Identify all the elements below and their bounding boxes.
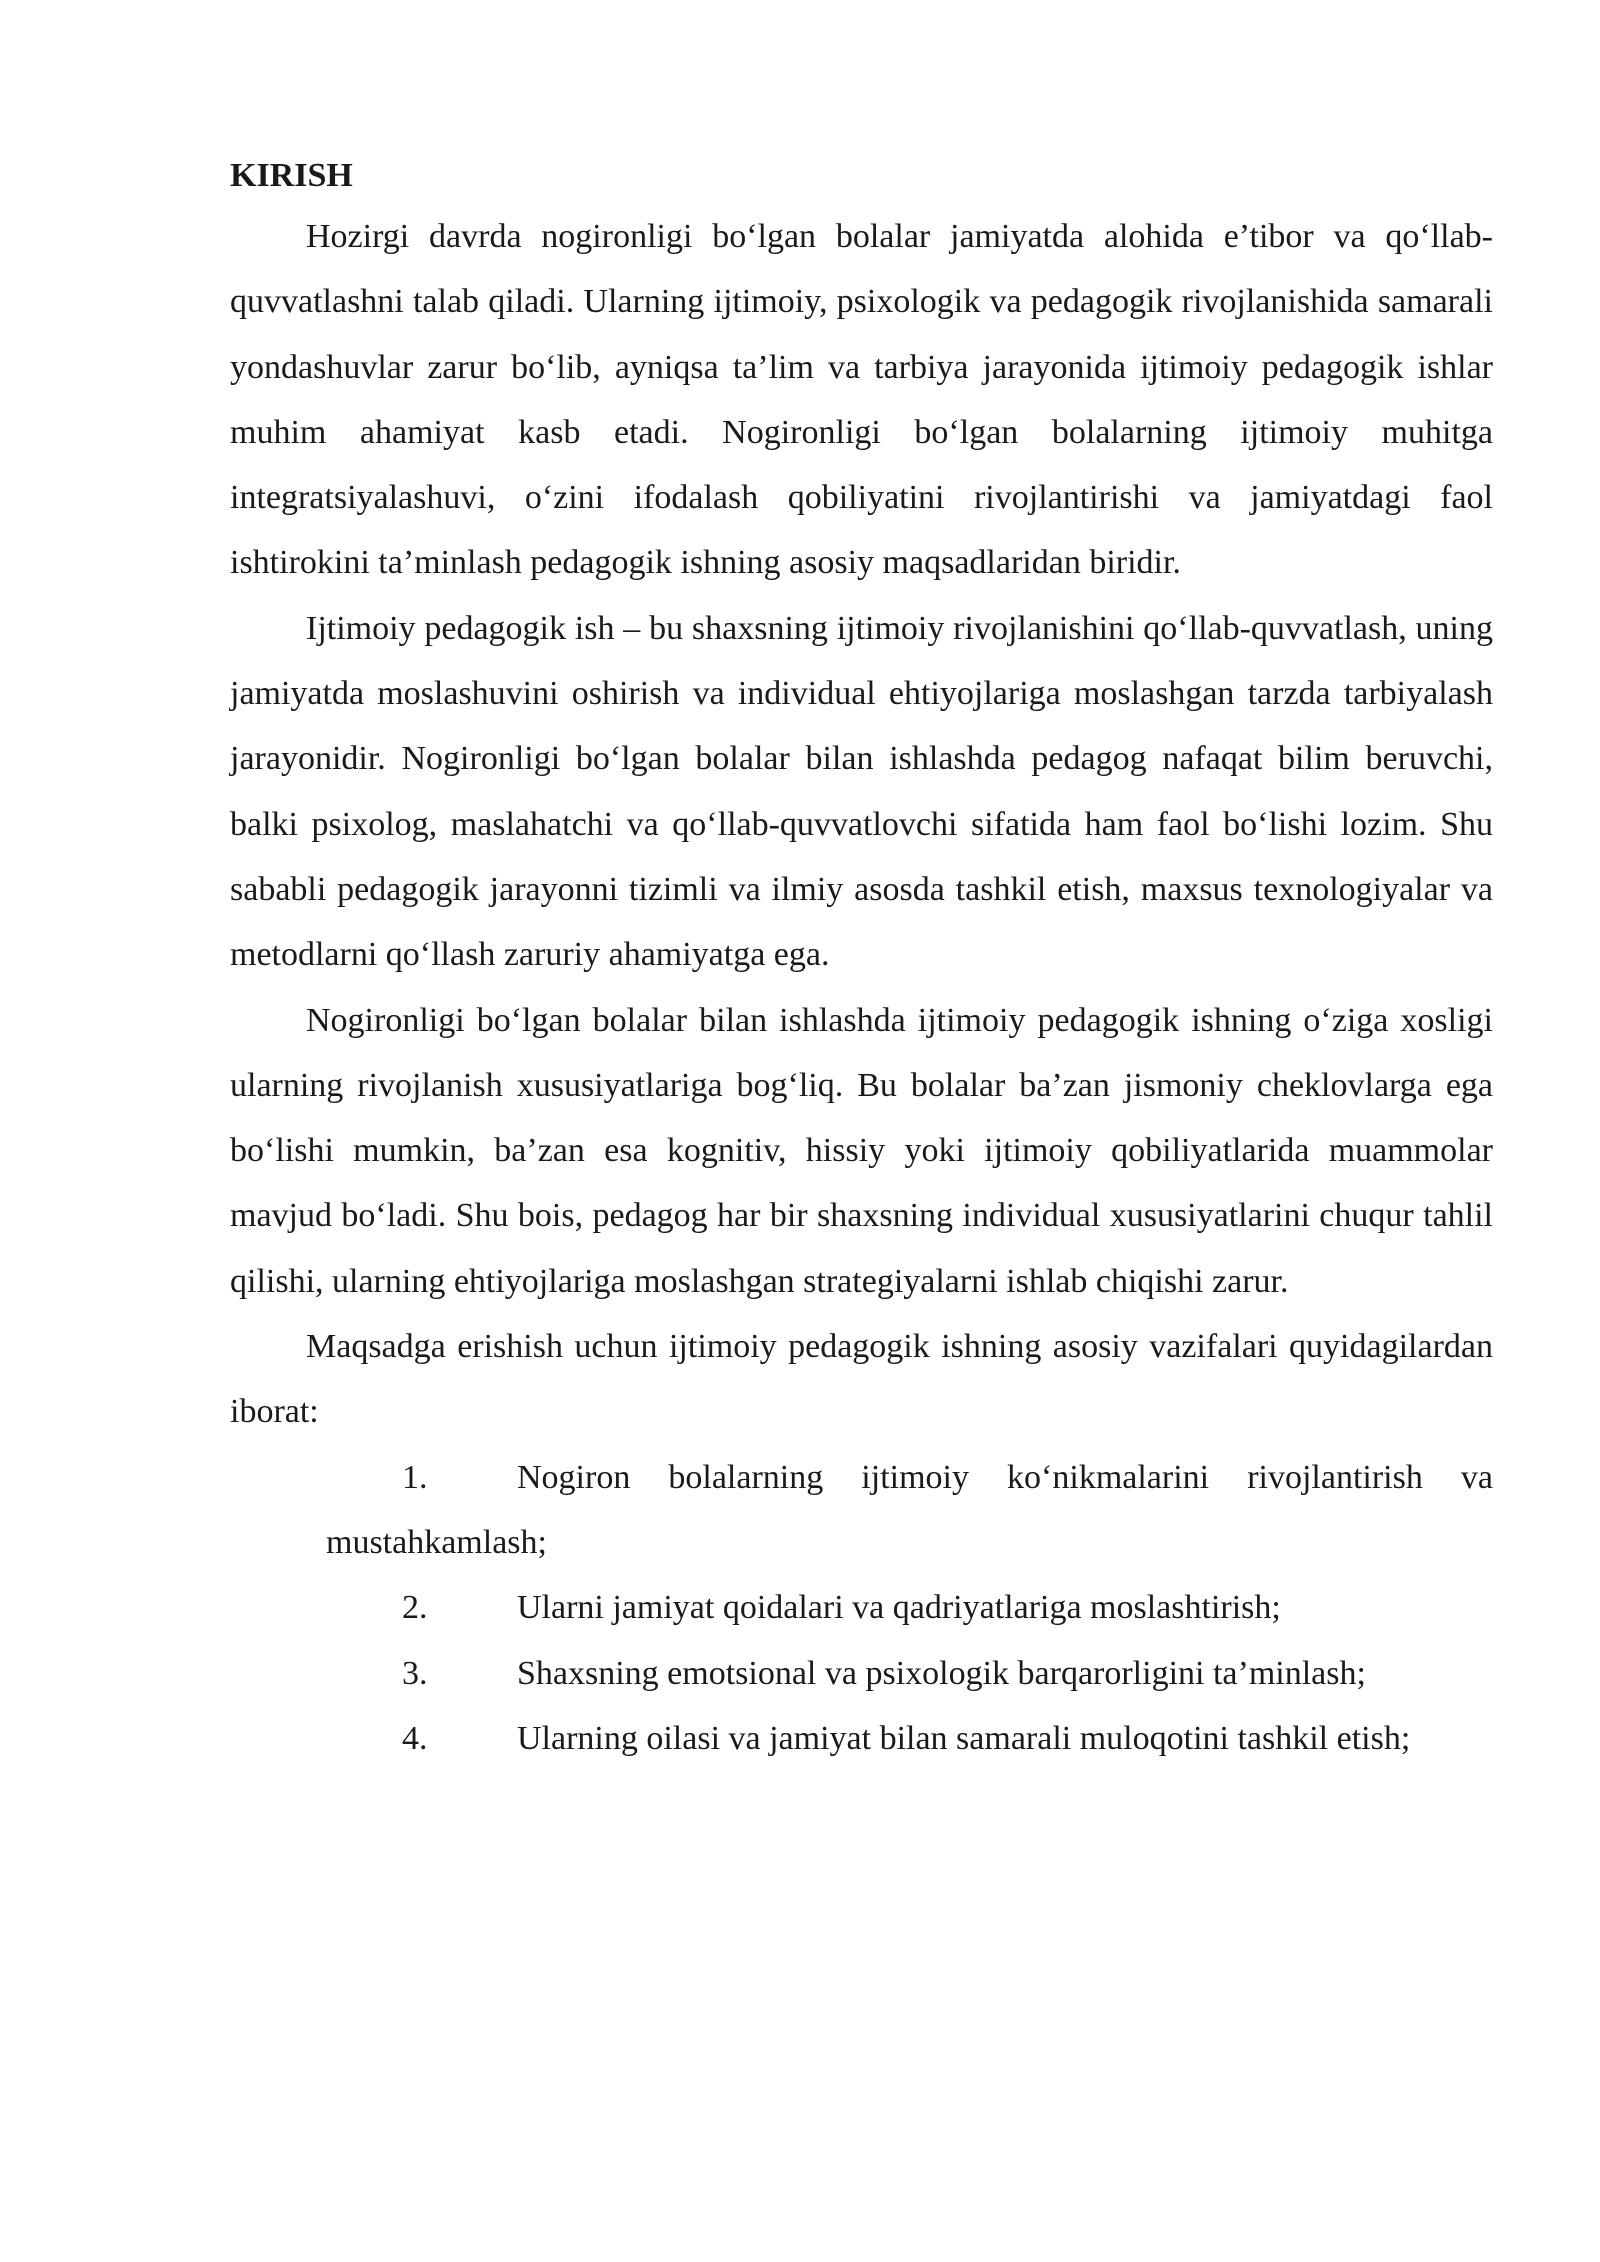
list-item-text: Ularni jamiyat qoidalari va qadriyatlariga moslashtirish; — [517, 1589, 1281, 1627]
paragraph: Maqsadga erishish uchun ijtimoiy pedagogik ishning asosiy vazifalari quyidagilardan iborat: — [230, 1328, 1493, 1431]
list-item — [326, 1575, 1493, 1640]
document-body — [230, 148, 1493, 1771]
list-item-text: Ularning oilasi va jamiyat bilan samarali muloqotini tashkil etish; — [517, 1719, 1411, 1757]
task-list — [230, 1445, 1493, 1771]
list-item — [326, 1445, 1493, 1576]
section-heading: KIRISH — [230, 157, 353, 194]
list-item-text: Nogiron bolalarning ijtimoiy ko‘nikmalarini rivojlantirish va mustahkamlash; — [326, 1458, 1493, 1561]
paragraph: Ijtimoiy pedagogik ish – bu shaxsning ijtimoiy rivojlanishini qo‘llab-quvvatlash, uning jamiyatda moslashuvini oshirish va individual ehtiyojlariga moslashgan tarzda tarbiyalash jarayonidir. Nogironligi bo‘lgan bolalar bilan ishlashda pedagog nafaqat bilim beruvchi, balki psixolog, maslahatchi va qo‘llab-quvvatlovchi sifatida ham faol bo‘lishi lozim. Shu sababli pedagogik jarayonni tizimli va ilmiy asosda tashkil etish, maxsus texnologiyalar va metodlarni qo‘llash zaruriy ahamiyatga ega. — [230, 609, 1493, 974]
list-item-number: 2. — [402, 1589, 428, 1627]
list-item-number: 1. — [402, 1458, 428, 1496]
list-item — [326, 1706, 1493, 1771]
list-item-text: Shaxsning emotsional va psixologik barqarorligini ta’minlash; — [517, 1654, 1366, 1692]
paragraph: Hozirgi davrda nogironligi bo‘lgan bolalar jamiyatda alohida e’tibor va qo‘llab-quvvatlashni talab qiladi. Ularning ijtimoiy, psixologik va pedagogik rivojlanishida samarali yondashuvlar zarur bo‘lib, ayniqsa ta’lim va tarbiya jarayonida ijtimoiy pedagogik ishlar muhim ahamiyat kasb etadi. Nogironligi bo‘lgan bolalarning ijtimoiy muhitga integratsiyalashuvi, o‘zini ifodalash qobiliyatini rivojlantirishi va jamiyatdagi faol ishtirokini ta’minlash pedagogik ishning asosiy maqsadlaridan biridir. — [230, 218, 1493, 582]
list-item-number: 4. — [402, 1719, 428, 1757]
paragraph: Nogironligi bo‘lgan bolalar bilan ishlashda ijtimoiy pedagogik ishning o‘ziga xosligi ularning rivojlanish xususiyatlariga bog‘liq. Bu bolalar ba’zan jismoniy cheklovlarga ega bo‘lishi mumkin, ba’zan esa kognitiv, hissiy yoki ijtimoiy qobiliyatlarida muammolar mavjud bo‘ladi. Shu bois, pedagog har bir shaxsning individual xususiyatlarini chuqur tahlil qilishi, ularning ehtiyojlariga moslashgan strategiyalarni ishlab chiqishi zarur. — [230, 1001, 1493, 1300]
list-item — [326, 1641, 1493, 1706]
list-item-number: 3. — [402, 1654, 428, 1692]
